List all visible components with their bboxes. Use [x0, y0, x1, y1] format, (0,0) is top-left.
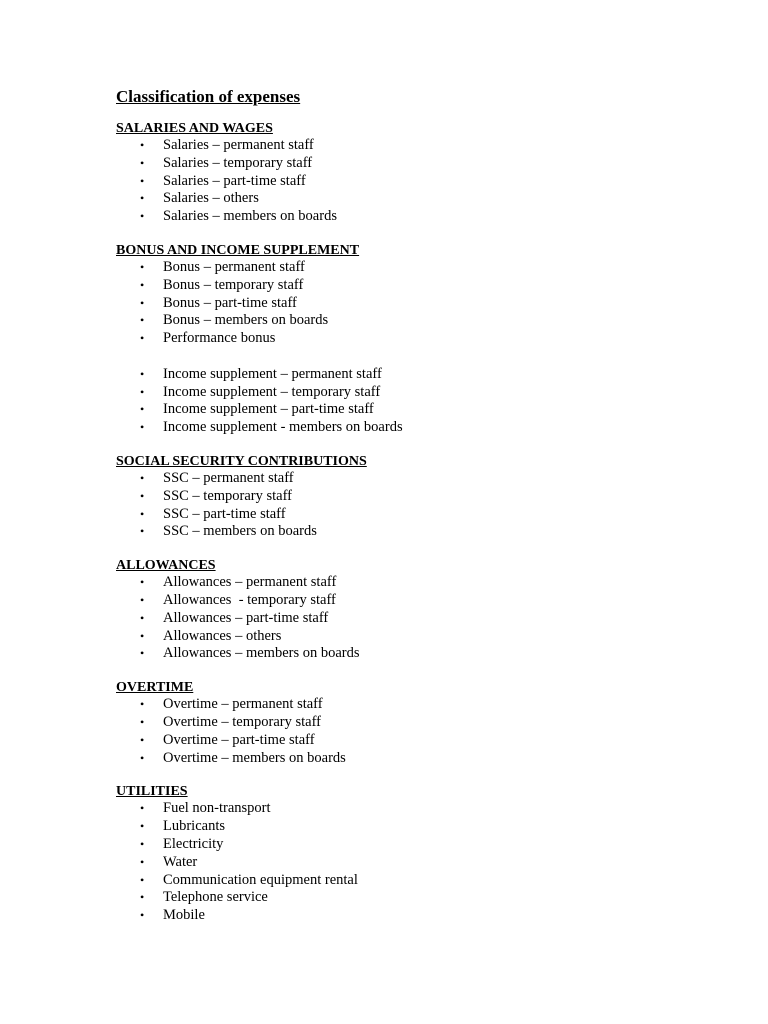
section-heading: SALARIES AND WAGES	[116, 121, 273, 136]
list-item	[116, 295, 716, 313]
list-item	[116, 836, 716, 854]
bullet-list	[116, 800, 716, 925]
list-item-text: Overtime – permanent staff	[163, 696, 323, 713]
bullet-icon: •	[140, 697, 145, 712]
list-item	[116, 854, 716, 872]
list-item-text: Telephone service	[163, 889, 268, 906]
list-item	[116, 872, 716, 890]
list-item	[116, 574, 716, 592]
list-item	[116, 137, 716, 155]
list-item	[116, 173, 716, 191]
list-item	[116, 401, 716, 419]
bullet-icon: •	[140, 470, 145, 485]
list-item-text: SSC – permanent staff	[163, 469, 294, 486]
bullet-icon: •	[140, 801, 145, 816]
sections-container	[116, 120, 716, 925]
list-item-text: Overtime – members on boards	[163, 749, 346, 766]
bullet-icon: •	[140, 524, 145, 539]
bullet-list	[116, 574, 716, 663]
list-item	[116, 818, 716, 836]
bullet-icon: •	[140, 819, 145, 834]
bullet-icon: •	[140, 575, 145, 590]
section	[116, 242, 716, 437]
list-item-text: Lubricants	[163, 818, 226, 835]
bullet-icon: •	[140, 155, 145, 170]
section	[116, 679, 716, 767]
list-item	[116, 470, 716, 488]
section	[116, 453, 716, 541]
list-item-text: Water	[163, 853, 198, 870]
list-item-text: Income supplement – part-time staff	[163, 401, 374, 418]
list-item-text: Salaries – temporary staff	[163, 154, 313, 171]
list-item-text: Allowances - temporary staff	[163, 591, 336, 608]
bullet-icon: •	[140, 138, 145, 152]
list-item-text: Bonus – temporary staff	[163, 276, 304, 293]
section-heading: ALLOWANCES	[116, 558, 216, 574]
bullet-icon: •	[140, 173, 145, 188]
section-heading: SOCIAL SECURITY CONTRIBUTIONS	[116, 453, 367, 469]
bullet-icon: •	[140, 259, 145, 274]
list-item-text: Allowances – permanent staff	[163, 574, 337, 591]
bullet-icon: •	[140, 646, 145, 661]
bullet-icon: •	[140, 209, 145, 224]
bullet-icon: •	[140, 714, 145, 729]
document-title: Classification of expenses	[116, 87, 301, 106]
bullet-list	[116, 696, 716, 767]
bullet-icon: •	[140, 610, 145, 625]
list-item-text: Salaries – members on boards	[163, 208, 337, 225]
list-item-text: Overtime – temporary staff	[163, 713, 321, 730]
list-item	[116, 155, 716, 173]
list-item-text: Income supplement – temporary staff	[163, 383, 381, 400]
bullet-icon: •	[140, 488, 145, 503]
list-item	[116, 384, 716, 402]
list-item-text: SSC – temporary staff	[163, 487, 293, 504]
bullet-icon: •	[140, 750, 145, 765]
section-heading: BONUS AND INCOME SUPPLEMENT	[116, 242, 360, 258]
bullet-icon: •	[140, 277, 145, 292]
bullet-icon: •	[140, 331, 145, 346]
list-item-text: Overtime – part-time staff	[163, 731, 315, 748]
bullet-icon: •	[140, 191, 145, 206]
list-item	[116, 330, 716, 348]
bullet-icon: •	[140, 420, 145, 435]
bullet-icon: •	[140, 366, 145, 381]
section	[116, 557, 716, 663]
list-item	[116, 645, 716, 663]
list-item	[116, 610, 716, 628]
list-item	[116, 907, 716, 925]
section	[116, 120, 716, 226]
list-item	[116, 259, 716, 277]
list-item	[116, 506, 716, 524]
bullet-list	[116, 366, 716, 437]
list-item	[116, 312, 716, 330]
section-heading: OVERTIME	[116, 680, 194, 696]
list-item	[116, 488, 716, 506]
list-item	[116, 366, 716, 384]
list-item-text: Salaries – part-time staff	[163, 172, 306, 189]
bullet-icon: •	[140, 402, 145, 417]
list-item	[116, 208, 716, 226]
bullet-icon: •	[140, 872, 145, 887]
section-heading: UTILITIES	[116, 784, 188, 800]
list-item	[116, 732, 716, 750]
list-item-text: Performance bonus	[163, 330, 276, 347]
bullet-icon: •	[140, 295, 145, 310]
bullet-icon: •	[140, 592, 145, 607]
list-item	[116, 714, 716, 732]
list-item-text: Allowances – members on boards	[163, 645, 360, 662]
list-item-text: Bonus – members on boards	[163, 312, 329, 329]
list-item-text: Allowances – part-time staff	[163, 609, 329, 626]
bullet-icon: •	[140, 628, 145, 643]
bullet-list	[116, 137, 716, 226]
list-item-text: SSC – part-time staff	[163, 505, 286, 522]
document-page	[116, 86, 716, 925]
list-item-text: SSC – members on boards	[163, 523, 317, 540]
bullet-icon: •	[140, 908, 145, 923]
bullet-icon: •	[140, 506, 145, 521]
list-item-text: Bonus – permanent staff	[163, 258, 305, 275]
list-item-text: Income supplement - members on boards	[163, 419, 403, 436]
list-item	[116, 889, 716, 907]
list-item-text: Salaries – others	[163, 190, 259, 207]
bullet-icon: •	[140, 732, 145, 747]
section	[116, 783, 716, 925]
bullet-icon: •	[140, 313, 145, 328]
list-item-text: Electricity	[163, 835, 224, 852]
list-item-text: Fuel non-transport	[163, 800, 271, 817]
bullet-icon: •	[140, 854, 145, 869]
list-item	[116, 277, 716, 295]
list-item-text: Mobile	[163, 907, 205, 924]
list-item-text: Salaries – permanent staff	[163, 137, 314, 153]
bullet-icon: •	[140, 384, 145, 399]
list-item-text: Communication equipment rental	[163, 871, 358, 888]
list-item	[116, 800, 716, 818]
list-item	[116, 750, 716, 768]
list-item	[116, 592, 716, 610]
bullet-icon: •	[140, 836, 145, 851]
bullet-icon: •	[140, 890, 145, 905]
list-item-text: Income supplement – permanent staff	[163, 365, 382, 382]
list-item-text: Bonus – part-time staff	[163, 294, 297, 311]
list-item	[116, 190, 716, 208]
bullet-list	[116, 470, 716, 541]
list-item	[116, 628, 716, 646]
list-item	[116, 419, 716, 437]
list-item	[116, 523, 716, 541]
list-item-text: Allowances – others	[163, 627, 282, 644]
list-item	[116, 696, 716, 714]
bullet-list	[116, 259, 716, 348]
